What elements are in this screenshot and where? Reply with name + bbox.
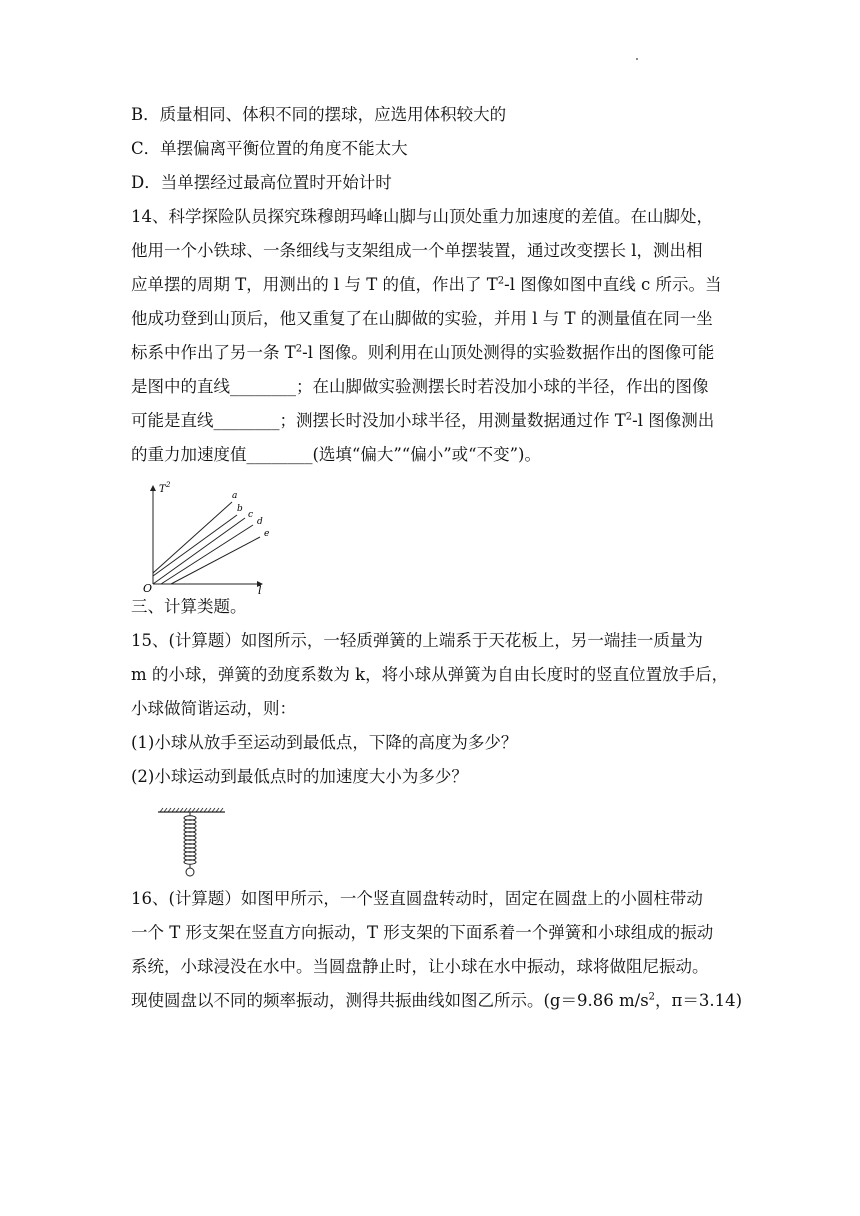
q16-line-4: 现使圆盘以不同的频率振动，测得共振曲线如图乙所示。(g＝9.86 $m/s^2$，π＝3.14): [131, 991, 743, 1010]
option-b: B．质量相同、体积不同的摆球，应选用体积较大的: [131, 105, 507, 124]
line-a-label: a: [232, 491, 238, 501]
line-d: [161, 525, 253, 584]
q15-line-1: 15、(计算题）如图所示，一轻质弹簧的上端系于天花板上，另一端挂一质量为: [131, 631, 703, 650]
q14-line-6: 是图中的直线________；在山脚做实验测摆长时若没加小球的半径，作出的图像: [131, 377, 709, 396]
q14-line-5: 标系中作出了另一条 $T^2-l$ 图像。则利用在山顶处测得的实验数据作出的图像可能: [131, 343, 715, 362]
spring-coil: [184, 816, 196, 864]
line-b: [153, 515, 237, 576]
line-c: [153, 518, 245, 584]
y-axis-label-exp: 2: [166, 481, 171, 489]
q14-line-7: 可能是直线________；测摆长时没加小球半径，用测量数据通过作 $T^2-l$ 图像测出: [131, 411, 715, 430]
line-d-label: d: [257, 517, 263, 527]
line-c-label: c: [248, 510, 254, 520]
q16-line-2: 一个 T 形支架在竖直方向振动，T 形支架的下面系着一个弹簧和小球组成的振动: [131, 923, 714, 942]
q15-sub-1: (1)小球从放手至运动到最低点，下降的高度为多少？: [131, 733, 518, 752]
y-axis-label: T: [159, 484, 166, 495]
spring-figure: [155, 805, 235, 880]
q14-line-1: 14、科学探险队员探究珠穆朗玛峰山脚与山顶处重力加速度的差值。在山脚处，: [131, 207, 713, 226]
line-b-label: b: [237, 504, 243, 514]
q16-line-1: 16、(计算题）如图甲所示，一个竖直圆盘转动时，固定在圆盘上的小圆柱带动: [131, 889, 703, 908]
option-d: D．当单摆经过最高位置时开始计时: [131, 173, 392, 192]
q15-sub-2: (2)小球运动到最低点时的加速度大小为多少？: [131, 767, 468, 786]
q14-line-3: 应单摆的周期 T，用测出的 l 与 T 的值，作出了 $T^2-l$ 图像如图中直线 c 所示。当: [131, 275, 722, 294]
line-e: [171, 537, 260, 584]
q15-line-2: m 的小球，弹簧的劲度系数为 k，将小球从弹簧为自由长度时的竖直位置放手后，: [131, 665, 729, 684]
q14-line-4: 他成功登到山顶后，他又重复了在山脚做的实验，并用 l 与 T 的测量值在同一坐: [131, 309, 713, 328]
line-e-label: e: [264, 529, 270, 539]
q15-line-3: 小球做简谐运动，则：: [131, 699, 296, 718]
q14-line-2: 他用一个小铁球、一条细线与支架组成一个单摆装置，通过改变摆长 l，测出相: [131, 241, 703, 260]
q14-line-8: 的重力加速度值________(选填“偏大”“偏小”或“不变”)。: [131, 445, 541, 464]
t2-l-graph: [140, 478, 280, 598]
section-heading: 三、计算类题。: [131, 597, 247, 616]
origin-label: O: [143, 582, 153, 595]
x-axis-label: l: [258, 584, 262, 597]
line-a: [153, 502, 232, 573]
ball: [186, 868, 194, 876]
page-dot: [636, 58, 638, 60]
q16-line-3: 系统，小球浸没在水中。当圆盘静止时，让小球在水中振动，球将做阻尼振动。: [131, 957, 709, 976]
option-c: C．单摆偏离平衡位置的角度不能太大: [131, 139, 408, 158]
